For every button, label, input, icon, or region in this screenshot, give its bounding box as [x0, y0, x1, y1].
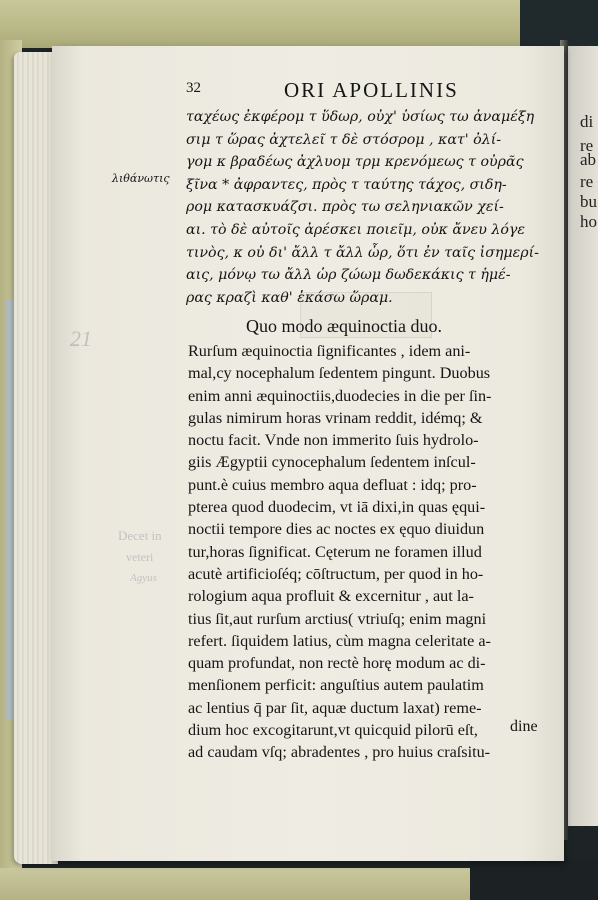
page-number: 32: [186, 80, 201, 96]
facing-fragment: bu: [580, 192, 597, 211]
latin-line: quam profundat, non rectè horę modum ac di-: [188, 654, 486, 673]
latin-line: tur,horas ſignificat. Cęterum ne foramen illud: [188, 542, 482, 561]
facing-fragment: ab: [580, 150, 597, 169]
margin-note: λιθάνωτις: [112, 172, 170, 185]
greek-line: αις, μόνῳ τω ἄλλ ὡρ ζώωμ δωδεκάκις τ ἡμέ-: [186, 267, 511, 284]
greek-line: ταχέως ἐκφέρομ τ ὕδωρ, οὐχ' ὑσίως τω ἀναμέξη: [186, 109, 535, 125]
bleed-through-text: veteri: [126, 550, 154, 564]
facing-page: [566, 46, 598, 826]
catchword: dine: [510, 718, 538, 735]
latin-line: ad caudam vſq; abradentes , pro huius craſsitu-: [188, 743, 491, 762]
greek-text-block: [186, 106, 542, 309]
greek-line: σιμ τ ὥρας ἀχτελεῖ τ δὲ στόσρομ , κατ' ὀλί-: [186, 131, 502, 148]
latin-line: tius ſit,aut rurſum arctius( vtriuſq; enim magni: [188, 609, 487, 628]
fabric-backdrop-bottom: [0, 868, 470, 900]
section-heading: Quo modo æquinoctia duo.: [246, 316, 442, 336]
latin-line: pterea quod duodecim, vt iā dixi,in quas ęqui-: [188, 498, 486, 517]
facing-fragment: ho: [580, 212, 597, 231]
latin-line: gulas nimirum horas vrinam reddit, idémq; &: [188, 408, 483, 427]
latin-line: noctu facit. Vnde non immerito ſuis hydrolo-: [188, 431, 479, 450]
latin-line: menſionem perficit: anguſtius autem paulatim: [188, 676, 484, 695]
dark-corner: [470, 860, 598, 900]
latin-line: acutè artificioſéq; cōſtructum, per quod in ho-: [188, 564, 484, 583]
greek-line: ρομ κατασκυάζσι. πρὸς τω σεληνιακῶν χεί-: [186, 199, 504, 216]
bleed-through-text: Agyus: [130, 572, 157, 584]
latin-line: giis Ægyptii cynocephalum ſedentem inſcul-: [188, 453, 476, 472]
greek-line: γομ κ βραδέως ἀχλυομ τρμ κρενόμεως τ οὐρᾶς: [186, 154, 524, 171]
greek-line: τινὸς, κ οὐ δι' ἄλλ τ ἄλλ ὧρ, ὅτι ἐν ταῖς ἰσημερί-: [186, 244, 539, 261]
latin-line: Rurſum æquinoctia ſignificantes , idem ani-: [188, 342, 471, 360]
latin-line: refert. ſiquidem latius, cùm magna celeritate a-: [188, 631, 491, 650]
fabric-backdrop-top: [0, 0, 520, 48]
latin-line: noctii tempore dies ac noctes ex ęquo diuidun: [188, 520, 485, 539]
greek-line: αι. τὸ δὲ αὐτοῖς ἀρέσκει ποιεῖμ, οὐκ ἄνευ λόγε: [186, 221, 525, 238]
latin-line: dium hoc excogitarunt,vt quicquid pilorū eſt,: [188, 721, 478, 740]
facing-fragment: di: [580, 112, 594, 131]
facing-fragment: re: [580, 136, 594, 155]
latin-line: enim anni æquinoctiis,duodecies in die per ſin-: [188, 386, 492, 405]
dark-backdrop: [520, 0, 598, 48]
latin-line: ac lentius q̄ par ſit, aquæ ductum laxat) reme-: [188, 698, 482, 717]
greek-line: ξῖνα * ἀφραντες, πρὸς τ ταύτης τάχος, σιδη-: [186, 176, 507, 193]
facing-fragment: re: [580, 172, 594, 191]
latin-text-block: [188, 340, 544, 764]
greek-line: ρας κραζὶ καθ' ἑκάσω ὥραμ.: [186, 289, 393, 306]
latin-line: punt.è cuius membro aqua defluat : idq; pro-: [188, 475, 477, 494]
bleed-through-text: 21: [70, 326, 92, 351]
bleed-through-text: Decet in: [118, 528, 162, 543]
latin-line: mal,cy nocephalum ſedentem pingunt. Duobus: [188, 364, 491, 383]
running-head: ORI APOLLINIS: [284, 78, 459, 102]
latin-line: rologium aqua profluit & excernitur , aut la-: [188, 587, 474, 606]
